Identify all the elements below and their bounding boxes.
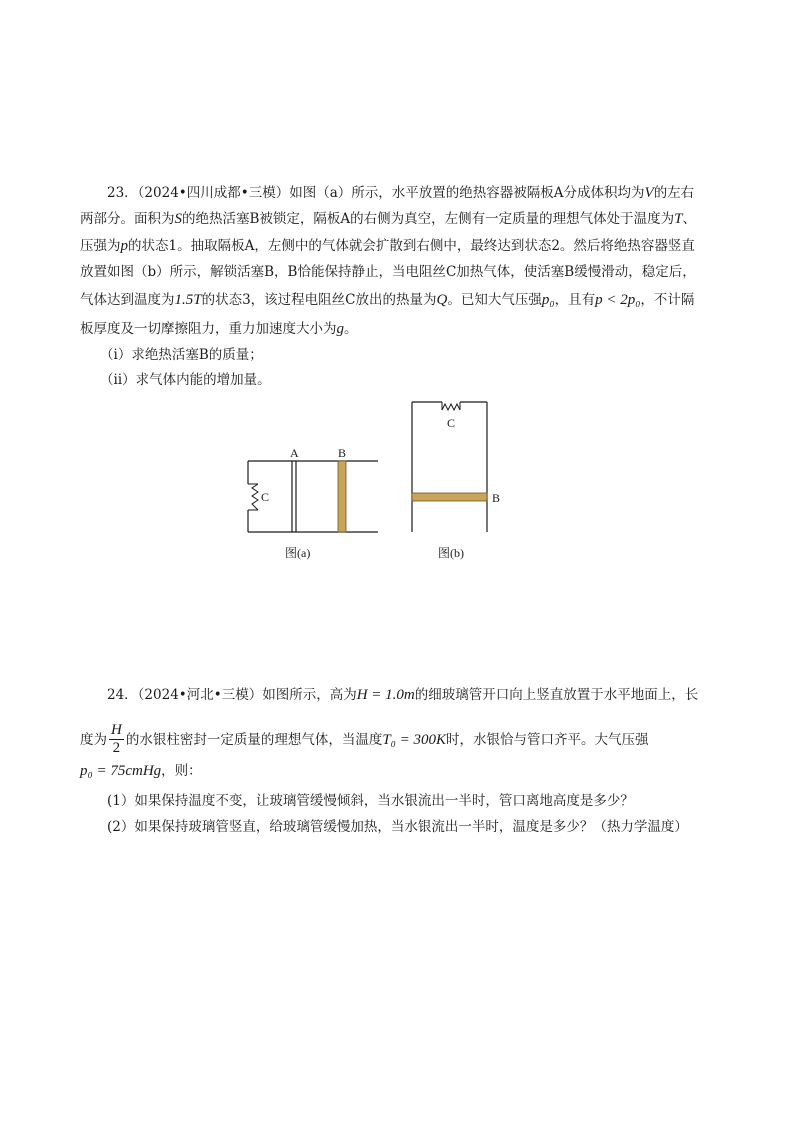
q24-line-2: 度为 $\frac{H}{2}$ 的水银柱密封一定质量的理想气体，当温度T₀ = 300K时，水银恰与管口齐平。大气压强 (80, 721, 649, 756)
q23-subquestion-2: （ⅱ）求气体内能的增加量。 (100, 372, 271, 388)
fraction-h-over-2: $\frac{H}{2}$ (111, 721, 122, 756)
heating-wire-c-icon (442, 402, 460, 410)
heating-wire-c-icon (248, 484, 258, 510)
q24-subquestion-2: (2）如果保持玻璃管竖直，给玻璃管缓慢加热，当水银流出一半时，温度是多少？（热力学温度） (107, 819, 688, 835)
q23-line-3: 压强为p的状态1。抽取隔板A，左侧中的气体就会扩散到右侧中，最终达到状态2。然后将绝热容器竖直 (80, 238, 695, 254)
q24-subquestion-1: (1）如果保持温度不变，让玻璃管缓慢倾斜，当水银流出一半时，管口离地高度是多少？ (107, 793, 634, 809)
figure-b-vertical-container (405, 396, 505, 536)
label-b: B (338, 446, 347, 460)
q23-subquestion-1: （ⅰ）求绝热活塞B的质量； (100, 347, 263, 363)
q24-line-3: p₀ = 75cmHg，则： (80, 763, 202, 779)
label-b: B (492, 491, 501, 505)
q24-line-1: 24．（2024•河北•三模）如图所示，高为H = 1.0m的细玻璃管开口向上竖直放置于水平地面上，长 (107, 687, 699, 703)
label-c: C (261, 490, 270, 504)
q23-line-4: 放置如图（b）所示，解锁活塞B，B恰能保持静止，当电阻丝C加热气体，使活塞B缓慢滑动，稳定后， (80, 264, 696, 280)
label-a: A (290, 446, 299, 460)
piston-b (412, 493, 487, 501)
figure-a-horizontal-container (230, 440, 390, 540)
figure-a-caption: 图(a) (285, 546, 311, 560)
label-c: C (447, 416, 456, 430)
q23-line-1: 23．（2024•四川成都•三模）如图（a）所示，水平放置的绝热容器被隔板A分成体积均为V的左右 (107, 185, 695, 201)
q23-line-2: 两部分。面积为S的绝热活塞B被锁定，隔板A的右侧为真空，左侧有一定质量的理想气体处于温度为T、 (80, 211, 697, 227)
piston-b (338, 461, 346, 532)
figure-b-caption: 图(b) (438, 546, 464, 560)
q23-line-5: 气体达到温度为1.5T的状态3，该过程电阻丝C放出的热量为Q。已知大气压强p₀，且有p < 2p₀，不计隔 (80, 292, 695, 308)
q23-line-6: 板厚度及一切摩擦阻力，重力加速度大小为g。 (80, 321, 358, 337)
